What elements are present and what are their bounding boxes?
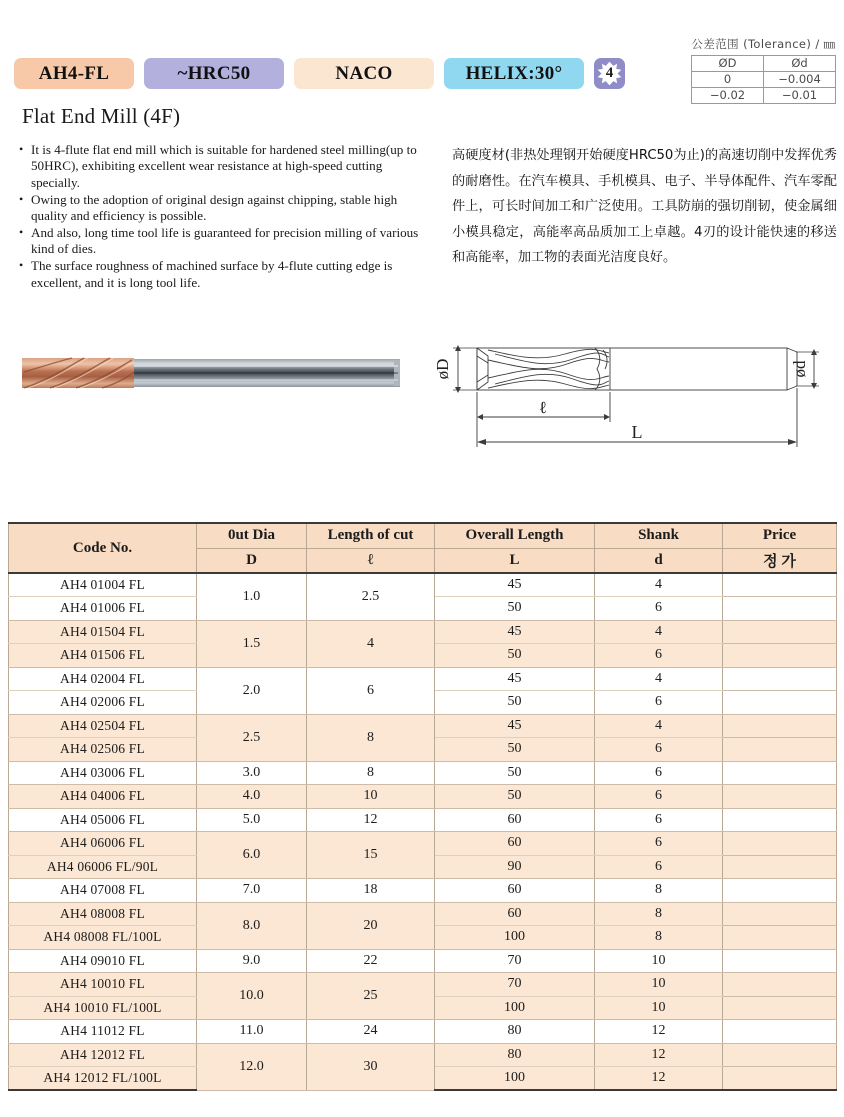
list-item: • It is 4-flute flat end mill which is suitable for hardened steel milling(up to 50HRC), exhibiting excellent wear resistance at high-speed cutting specially. [18,142,433,191]
cell-overall-length: 50 [435,785,595,809]
tolerance-cell: −0.02 [692,88,764,104]
cell-shank-dia: 6 [595,808,723,832]
cell-price [723,644,837,668]
cell-shank-dia: 6 [595,761,723,785]
tolerance-header-OD: ØD [692,56,764,72]
cell-overall-length: 50 [435,761,595,785]
cell-overall-length: 80 [435,1020,595,1044]
tolerance-header-row [692,56,836,72]
cell-price [723,902,837,926]
cell-shank-dia: 4 [595,573,723,597]
cell-length-of-cut: 10 [307,785,435,809]
cell-price [723,691,837,715]
cell-price [723,667,837,691]
cell-code-no: AH4 02006 FL [9,691,197,715]
cell-out-dia: 2.5 [197,714,307,761]
end-mill-photo [14,352,404,394]
badge-helix-angle: HELIX:30° [444,58,584,89]
column-header-out-dia: 0ut Dia [197,523,307,548]
badge-hardness: ~HRC50 [144,58,284,89]
cell-shank-dia: 12 [595,1067,723,1091]
cell-code-no: AH4 03006 FL [9,761,197,785]
cell-out-dia: 3.0 [197,761,307,785]
cell-out-dia: 10.0 [197,973,307,1020]
cell-price [723,879,837,903]
cell-code-no: AH4 10010 FL [9,973,197,997]
cell-length-of-cut: 4 [307,620,435,667]
cell-overall-length: 90 [435,855,595,879]
table-head [9,523,837,573]
cell-length-of-cut: 30 [307,1043,435,1090]
cell-code-no: AH4 02004 FL [9,667,197,691]
cell-code-no: AH4 12012 FL/100L [9,1067,197,1091]
cell-length-of-cut: 6 [307,667,435,714]
table-row [9,761,837,785]
cell-overall-length: 60 [435,808,595,832]
table-row [9,832,837,856]
cell-overall-length: 50 [435,691,595,715]
cell-length-of-cut: 24 [307,1020,435,1044]
cell-shank-dia: 6 [595,738,723,762]
tolerance-row [692,72,836,88]
table-row [9,714,837,738]
cell-length-of-cut: 15 [307,832,435,879]
table-row [9,573,837,597]
column-header-overall-length: Overall Length [435,523,595,548]
table-row [9,620,837,644]
cell-code-no: AH4 08008 FL/100L [9,926,197,950]
cell-overall-length: 45 [435,714,595,738]
tolerance-title: 公差范围 (Tolerance) / ㎜ [691,37,836,51]
cell-code-no: AH4 11012 FL [9,1020,197,1044]
cell-overall-length: 60 [435,879,595,903]
cell-shank-dia: 4 [595,620,723,644]
cell-shank-dia: 6 [595,785,723,809]
cell-shank-dia: 6 [595,691,723,715]
table-row [9,1020,837,1044]
cell-code-no: AH4 01004 FL [9,573,197,597]
cell-out-dia: 9.0 [197,949,307,973]
technical-drawing [425,330,837,455]
cell-code-no: AH4 01504 FL [9,620,197,644]
tolerance-row [692,88,836,104]
cell-shank-dia: 10 [595,996,723,1020]
cell-price [723,1067,837,1091]
cell-out-dia: 2.0 [197,667,307,714]
cell-price [723,1020,837,1044]
cell-length-of-cut: 22 [307,949,435,973]
cell-code-no: AH4 02504 FL [9,714,197,738]
dimension-label-overall-length: L [631,422,643,442]
tolerance-block [691,36,836,104]
cell-shank-dia: 8 [595,926,723,950]
page-title: Flat End Mill (4F) [22,104,181,128]
cell-code-no: AH4 06006 FL [9,832,197,856]
cell-price [723,1043,837,1067]
specification-table [8,522,837,1091]
four-flute-icon [594,58,625,89]
cell-out-dia: 1.5 [197,620,307,667]
cell-code-no: AH4 09010 FL [9,949,197,973]
list-item: • Owing to the adoption of original design against chipping, stable high quality and efficiency is possible. [18,192,433,225]
cell-price [723,620,837,644]
table-body [9,573,837,1090]
tolerance-header-Od: Ød [764,56,836,72]
tolerance-table [691,55,836,104]
cell-price [723,973,837,997]
cell-code-no: AH4 05006 FL [9,808,197,832]
cell-code-no: AH4 08008 FL [9,902,197,926]
cell-shank-dia: 6 [595,832,723,856]
cell-overall-length: 100 [435,1067,595,1091]
cell-shank-dia: 4 [595,667,723,691]
cell-length-of-cut: 12 [307,808,435,832]
cell-overall-length: 50 [435,597,595,621]
table-row [9,808,837,832]
table-row [9,667,837,691]
column-subheader-l: ℓ [307,548,435,573]
table-header-row-top [9,523,837,548]
cell-price [723,855,837,879]
column-subheader-d: d [595,548,723,573]
table-row [9,949,837,973]
cell-overall-length: 45 [435,573,595,597]
cell-shank-dia: 8 [595,879,723,903]
column-header-shank: Shank [595,523,723,548]
cell-out-dia: 1.0 [197,573,307,620]
table-row [9,1043,837,1067]
cell-out-dia: 4.0 [197,785,307,809]
cell-out-dia: 11.0 [197,1020,307,1044]
column-subheader-price: 정 가 [723,548,837,573]
cell-price [723,832,837,856]
cell-code-no: AH4 02506 FL [9,738,197,762]
cell-code-no: AH4 01006 FL [9,597,197,621]
cell-length-of-cut: 25 [307,973,435,1020]
column-header-code-no: Code No. [9,523,197,573]
tolerance-cell: −0.004 [764,72,836,88]
table-row [9,879,837,903]
cell-overall-length: 45 [435,667,595,691]
list-item: • The surface roughness of machined surface by 4-flute cutting edge is excellent, and it is long tool life. [18,258,433,291]
cell-price [723,597,837,621]
specification-table-wrap [8,522,836,1091]
cell-price [723,926,837,950]
cell-code-no: AH4 10010 FL/100L [9,996,197,1020]
cell-code-no: AH4 07008 FL [9,879,197,903]
cell-length-of-cut: 18 [307,879,435,903]
cell-overall-length: 70 [435,973,595,997]
tolerance-cell: −0.01 [764,88,836,104]
cell-overall-length: 60 [435,832,595,856]
cell-code-no: AH4 12012 FL [9,1043,197,1067]
cell-shank-dia: 8 [595,902,723,926]
cell-price [723,738,837,762]
cell-length-of-cut: 8 [307,714,435,761]
flute-count-label: 4 [605,65,614,81]
cell-price [723,573,837,597]
cell-out-dia: 5.0 [197,808,307,832]
cell-price [723,996,837,1020]
dimension-label-length-of-cut: ℓ [538,398,548,417]
cell-overall-length: 100 [435,926,595,950]
cell-shank-dia: 12 [595,1020,723,1044]
cell-out-dia: 8.0 [197,902,307,949]
cell-price [723,714,837,738]
cell-out-dia: 12.0 [197,1043,307,1090]
column-header-price: Price [723,523,837,548]
cell-length-of-cut: 2.5 [307,573,435,620]
table-row [9,902,837,926]
cell-code-no: AH4 04006 FL [9,785,197,809]
tolerance-cell: 0 [692,72,764,88]
badge-coating: NACO [294,58,434,89]
column-subheader-L: L [435,548,595,573]
feature-list-en [18,142,433,292]
cell-shank-dia: 4 [595,714,723,738]
badge-series-code: AH4-FL [14,58,134,89]
cell-price [723,761,837,785]
table-row [9,785,837,809]
cell-shank-dia: 10 [595,949,723,973]
cell-shank-dia: 6 [595,855,723,879]
cell-length-of-cut: 8 [307,761,435,785]
badge-row [14,58,625,89]
cell-length-of-cut: 20 [307,902,435,949]
cell-price [723,808,837,832]
table-row [9,973,837,997]
cell-shank-dia: 10 [595,973,723,997]
cell-overall-length: 50 [435,738,595,762]
cell-shank-dia: 6 [595,644,723,668]
cell-overall-length: 80 [435,1043,595,1067]
cell-code-no: AH4 01506 FL [9,644,197,668]
dimension-label-shank-diameter: ød [790,360,809,378]
cell-shank-dia: 6 [595,597,723,621]
cell-out-dia: 7.0 [197,879,307,903]
cell-price [723,949,837,973]
list-item: • And also, long time tool life is guaranteed for precision milling of various kind of dies. [18,225,433,258]
cell-code-no: AH4 06006 FL/90L [9,855,197,879]
cell-overall-length: 50 [435,644,595,668]
feature-description-cn: 高硬度材(非热处理钢开始硬度HRC50为止)的高速切削中发挥优秀的耐磨性。在汽车模具、手机模具、电子、半导体配件、汽车零配件上，可长时间加工和广泛使用。工具防崩的强切削韧，使金属细小模具稳定，高能率高品质加工上卓越。4刃的设计能快速的移送和高能率，加工物的表面光洁度良好。 [452,148,837,266]
column-header-length-of-cut: Length of cut [307,523,435,548]
cell-overall-length: 60 [435,902,595,926]
cell-overall-length: 100 [435,996,595,1020]
cell-shank-dia: 12 [595,1043,723,1067]
cell-overall-length: 45 [435,620,595,644]
column-subheader-D: D [197,548,307,573]
cell-price [723,785,837,809]
cell-out-dia: 6.0 [197,832,307,879]
cell-overall-length: 70 [435,949,595,973]
dimension-label-outer-diameter: øD [433,358,452,380]
